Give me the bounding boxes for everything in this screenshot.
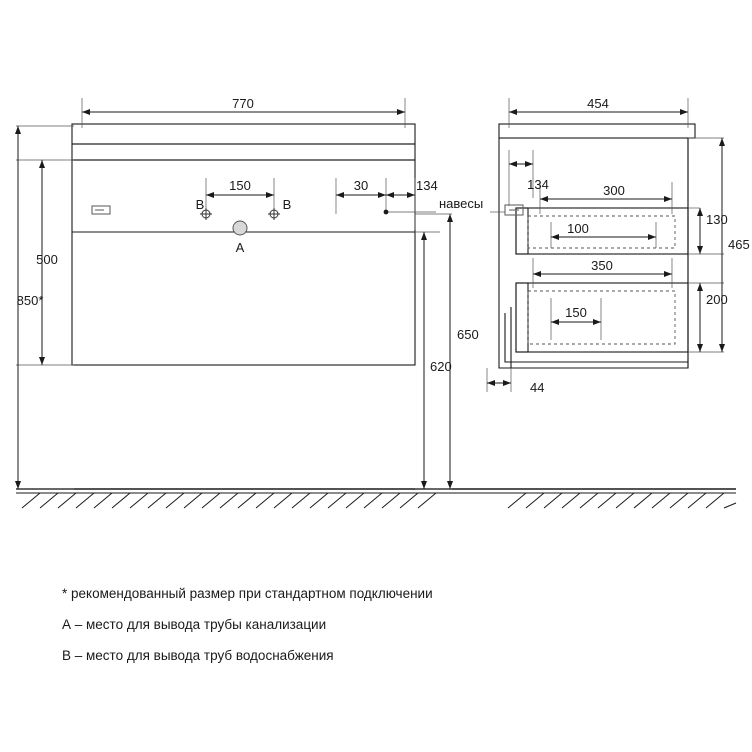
label-620: 620	[430, 359, 452, 374]
marker-label-b-left: B	[195, 197, 205, 212]
label-350: 350	[591, 258, 613, 273]
note-water-outlet: В – место для вывода труб водоснабжения	[62, 648, 334, 663]
label-465: 465	[728, 237, 750, 252]
label-134-front: 134	[416, 178, 438, 193]
side-view-cabinet	[499, 124, 695, 368]
label-130: 130	[706, 212, 728, 227]
marker-label-b-right: B	[282, 197, 292, 212]
label-hangers: навесы	[439, 196, 484, 211]
outlet-markers	[200, 208, 388, 235]
floor-line	[16, 489, 736, 508]
marker-label-a: A	[235, 240, 245, 255]
label-500: 500	[36, 252, 58, 267]
label-100: 100	[567, 221, 589, 236]
note-sewer-outlet: А – место для вывода трубы канализации	[62, 617, 327, 632]
label-454: 454	[587, 96, 609, 111]
label-150: 150	[229, 178, 251, 193]
label-150-side: 150	[565, 305, 587, 320]
label-850: 850*	[16, 293, 44, 308]
label-134-side: 134	[527, 177, 549, 192]
label-width-770: 770	[232, 96, 254, 111]
label-300: 300	[603, 183, 625, 198]
label-200: 200	[706, 292, 728, 307]
legend-notes	[62, 578, 622, 671]
note-recommended-size: * рекомендованный размер при стандартном подключении	[62, 586, 433, 601]
label-650: 650	[457, 327, 479, 342]
label-44: 44	[530, 380, 545, 395]
label-30: 30	[353, 178, 369, 193]
